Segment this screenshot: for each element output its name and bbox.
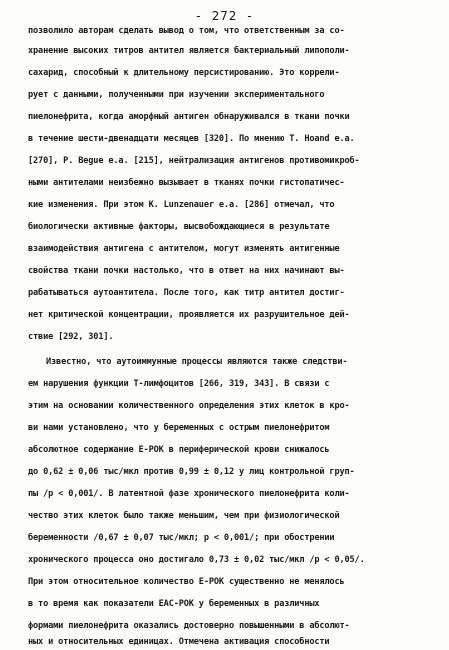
text-line: нет критической концентрации, проявляется их разрушительное дей- (28, 310, 350, 320)
text-line: хранение высоких титров антител является бактериальный липополи- (28, 46, 350, 56)
page-number: - 272 - (194, 8, 255, 23)
text-line: этим на основании количественного определения этих клеток в кро- (28, 401, 350, 411)
text-line: ными антителами неизбежно вызывает в тканях почки гистопатичес- (28, 178, 345, 188)
text-line: сахарид, способный к длительному персистированию. Это коррели- (28, 68, 340, 78)
text-line: [270], P. Begue e.a. [215], нейтрализация антигенов противомикроб- (28, 156, 360, 166)
text-line: в то время как показатели ЕАС-РОК у беременных в различных (28, 599, 320, 609)
text-line: позволило авторам сделать вывод о том, что ответственным за со- (28, 26, 345, 36)
text-line: чество этих клеток было также меньшим, чем при физиологической (28, 511, 340, 521)
text-line: рабатываться аутоантитела. После того, как титр антител достиг- (28, 288, 345, 298)
text-line: абсолютное содержание Е-РОК в периферической крови снижалось (28, 445, 330, 455)
text-line: пиелонефрита, когда аморфный антиген обнаруживался в ткани почки (28, 112, 350, 122)
text-line: взаимодействия антигена с антителом, могут изменять антигенные (28, 244, 340, 254)
text-line: в течение шести-двенадцати месяцев [320]. По мнению T. Hoand e.a. (28, 134, 355, 144)
text-line: ви нами установлено, что у беременных с острым пиелонефритом (28, 423, 330, 433)
text-line: свойства ткани почки настолько, что в ответ на них начинают вы- (28, 266, 345, 276)
text-line: хронического процесса оно достигало 0,73 ± 0,02 тыс/мкл /р < 0,05/. (28, 555, 365, 565)
text-line: биологически активные факторы, высвобождающиеся в результате (28, 222, 330, 232)
text-line: кие изменения. При этом K. Lunzenauer e.a. [286] отмечал, что (28, 200, 335, 210)
text-line: При этом относительное количество Е-РОК существенно не менялось (28, 577, 345, 587)
text-line: до 0,62 ± 0,06 тыс/мкл против 0,99 ± 0,12 у лиц контрольной груп- (28, 467, 355, 477)
text-line: пы /р < 0,001/. В латентной фазе хронического пиелонефрита коли- (28, 489, 350, 499)
text-line: ем нарушения функции Т-лимфоцитов [266, 319, 343]. В связи с (28, 379, 330, 389)
text-line: ствие [292, 301]. (28, 332, 114, 342)
text-line: рует с данными, полученными при изучении экспериментального (28, 90, 325, 100)
paragraph-first-line: Известно, что аутоиммунные процессы являются также следстви- (46, 357, 348, 367)
text-line: ных и относительных единицах. Отмечена активация способности (28, 637, 330, 647)
text-line: беременности /0,67 ± 0,07 тыс/мкл; р < 0,001/; при обострении (28, 533, 335, 543)
text-line: формами пиелонефрита оказались достоверно повышенными в абсолют- (28, 621, 350, 631)
